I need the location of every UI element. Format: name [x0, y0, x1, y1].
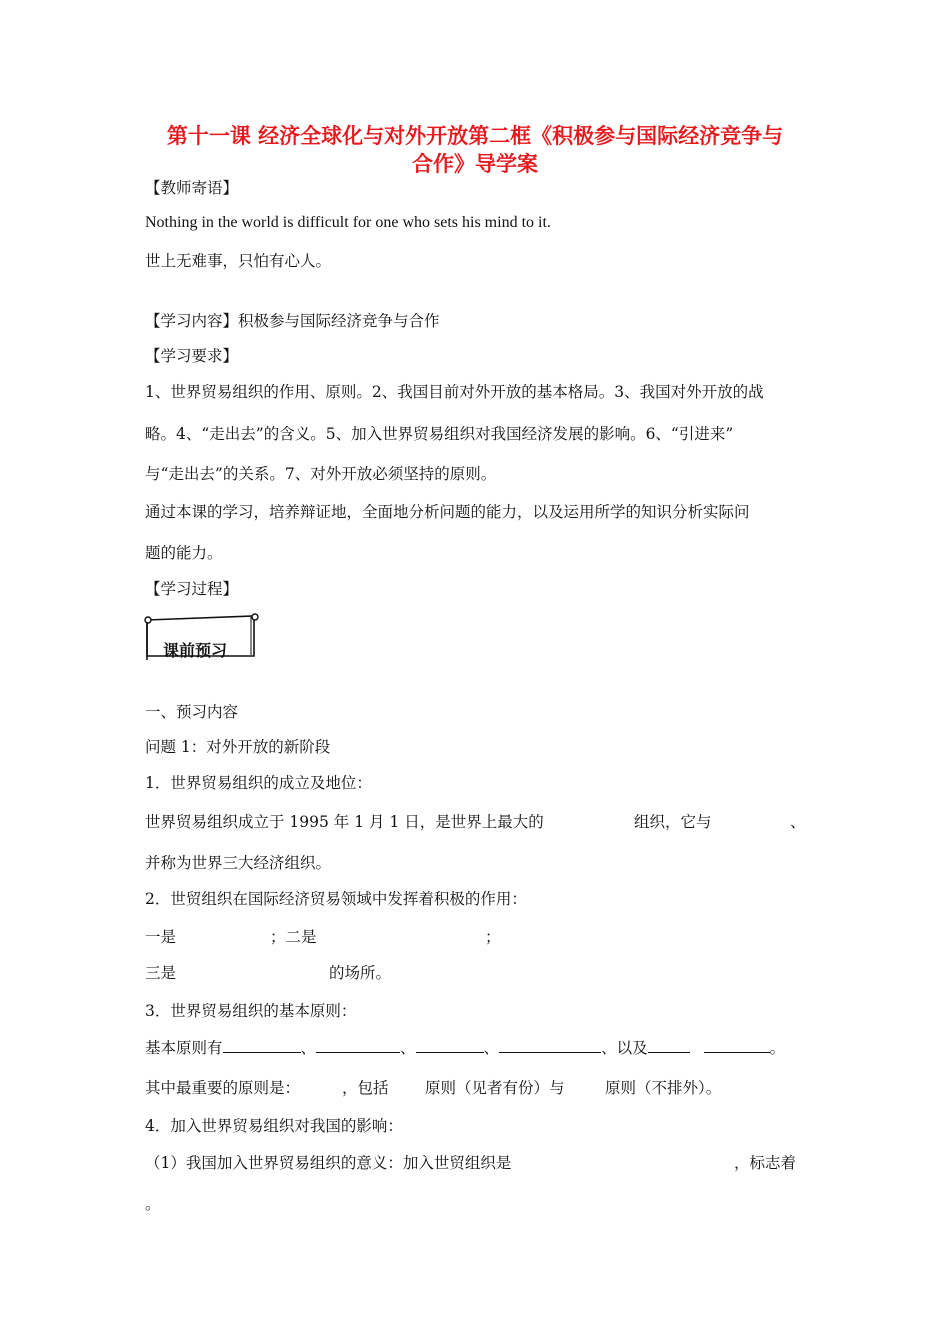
blank-6[interactable] — [704, 1038, 770, 1053]
separator: 、 — [400, 1039, 416, 1057]
item-2-b1: 三是 — [145, 964, 177, 982]
blank-1[interactable] — [223, 1038, 301, 1053]
item-1-line-1-b: 组织，它与 — [634, 813, 712, 831]
study-requirements-line-2: 略。4、“走出去”的含义。5、加入世界贸易组织对我国经济发展的影响。6、“引进来” — [145, 425, 734, 443]
item-1-heading: 1．世界贸易组织的成立及地位： — [145, 774, 372, 792]
item-2-a1: 一是 — [145, 928, 177, 946]
study-requirements-heading: 【学习要求】 — [145, 347, 239, 365]
teacher-message-chinese: 世上无难事，只怕有心人。 — [145, 252, 332, 270]
item-1-line-1-c: 、 — [790, 813, 806, 831]
item-4-heading: 4．加入世界贸易组织对我国的影响： — [145, 1117, 403, 1135]
item-2-heading: 2．世贸组织在国际经济贸易领域中发挥着积极的作用： — [145, 890, 527, 908]
study-requirements-line-4: 通过本课的学习，培养辩证地，全面地分析问题的能力，以及运用所学的知识分析实际问 — [145, 503, 750, 521]
item-4-sub-1-end: 。 — [145, 1195, 161, 1213]
scroll-label: 课前预习 — [163, 641, 228, 660]
preview-section-heading: 一、预习内容 — [145, 703, 239, 721]
blank-3[interactable] — [416, 1038, 484, 1053]
item-2-b2: 的场所。 — [329, 964, 392, 982]
teacher-message-heading: 【教师寄语】 — [145, 179, 239, 197]
separator: 、 — [483, 1039, 500, 1057]
item-1-line-1-a: 世界贸易组织成立于 1995 年 1 月 1 日，是世界上最大的 — [145, 813, 544, 831]
study-content: 【学习内容】积极参与国际经济竞争与合作 — [145, 312, 440, 330]
question-1: 问题 1：对外开放的新阶段 — [145, 738, 331, 756]
item-3-principles-line — [145, 1038, 785, 1058]
item-3-m2: ，包括 — [342, 1079, 389, 1097]
item-3-m3: 原则（见者有份）与 — [425, 1079, 565, 1097]
item-3-and: 、以及 — [601, 1039, 648, 1057]
item-3-principles-lead: 基本原则有 — [145, 1039, 223, 1057]
item-3-m4: 原则（不排外）。 — [605, 1079, 722, 1097]
blank-2[interactable] — [316, 1038, 400, 1053]
item-4-sub-1-a: （1）我国加入世界贸易组织的意义：加入世贸组织是 — [145, 1154, 512, 1172]
item-2-a3: ； — [485, 928, 501, 946]
separator: 、 — [300, 1039, 317, 1057]
item-3-m1: 其中最重要的原则是： — [145, 1079, 301, 1097]
page-title-line-1: 第十一课 经济全球化与对外开放第二框《积极参与国际经济竞争与 — [166, 124, 784, 148]
item-3-heading: 3．世界贸易组织的基本原则： — [145, 1002, 357, 1020]
study-requirements-line-5: 题的能力。 — [145, 544, 223, 562]
study-requirements-line-1: 1、世界贸易组织的作用、原则。2、我国目前对外开放的基本格局。3、我国对外开放的战 — [145, 383, 764, 401]
page-title-line-2: 合作》导学案 — [412, 152, 538, 176]
study-requirements-line-3: 与“走出去”的关系。7、对外开放必须坚持的原则。 — [145, 465, 497, 483]
study-process-heading: 【学习过程】 — [145, 580, 239, 598]
blank-5[interactable] — [648, 1038, 690, 1053]
blank-4[interactable] — [499, 1038, 601, 1053]
item-2-a2: ；二是 — [270, 928, 317, 946]
item-3-end: 。 — [769, 1039, 786, 1057]
teacher-message-english: Nothing in the world is difficult for one who sets his mind to it. — [145, 214, 551, 231]
item-1-line-2: 并称为世界三大经济组织。 — [145, 854, 332, 872]
item-4-sub-1-b: ，标志着 — [734, 1154, 797, 1172]
